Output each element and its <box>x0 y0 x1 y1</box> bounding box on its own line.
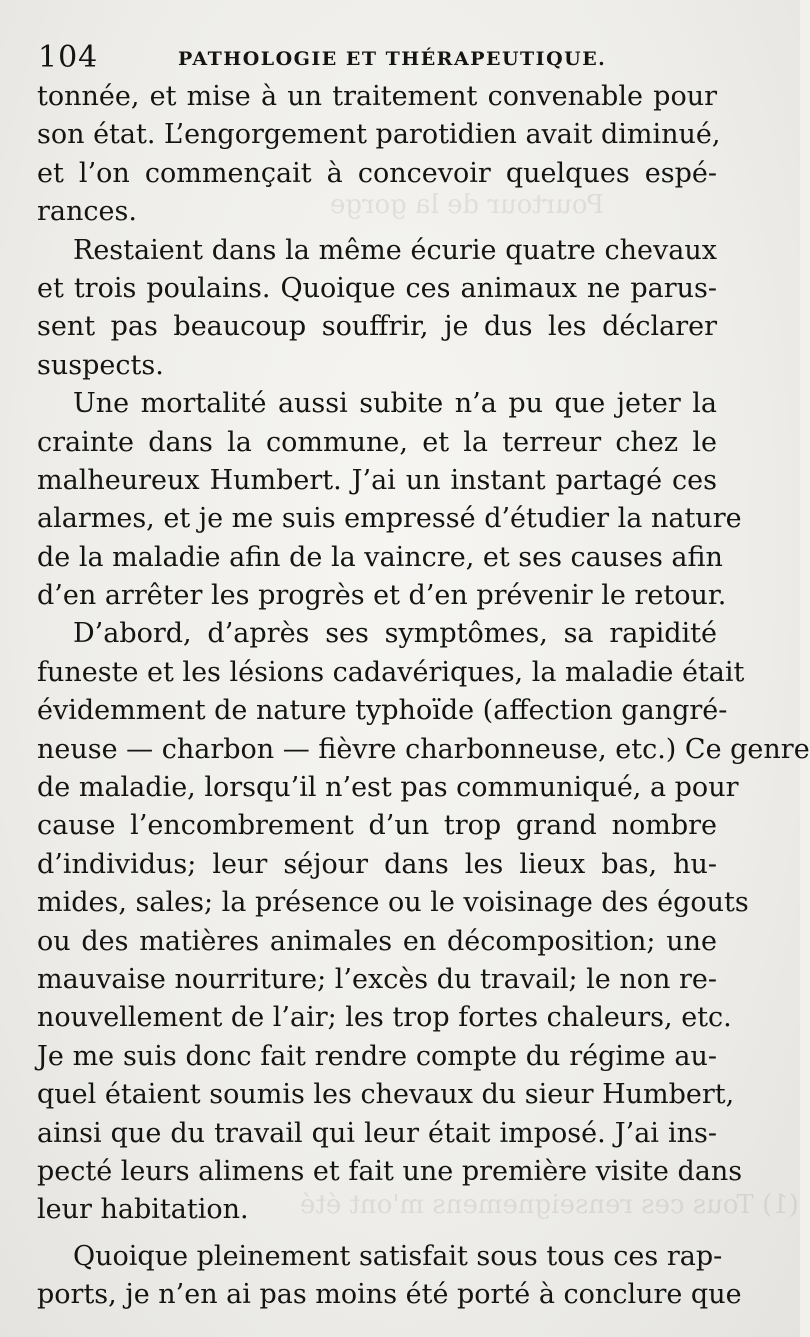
text-line: et l’on commençait à concevoir quelques espé- <box>37 157 717 189</box>
running-title: PATHOLOGIE ET THÉRAPEUTIQUE. <box>178 48 607 70</box>
text-line: de la maladie afin de la vaincre, et ses causes afin <box>37 541 723 573</box>
body-text <box>37 78 810 1315</box>
text-line: d’individus; leur séjour dans les lieux bas, hu- <box>37 848 717 880</box>
text-line: Une mortalité aussi subite n’a pu que jeter la <box>73 388 717 420</box>
text-line: crainte dans la commune, et la terreur chez le <box>37 426 717 458</box>
text-line: évidemment de nature typhoïde (affection gangré- <box>37 695 728 727</box>
text-line: et trois poulains. Quoique ces animaux ne parus- <box>37 272 717 304</box>
text-line: pecté leurs alimens et fait une première visite dans <box>37 1155 743 1187</box>
text-line: suspects. <box>37 349 164 381</box>
text-line: mauvaise nourriture; l’excès du travail; le non re- <box>37 963 717 995</box>
text-line: Quoique pleinement satisfait sous tous ces rap- <box>73 1240 723 1272</box>
text-line: rances. <box>37 196 137 228</box>
bleed-through-footnote: (1) Tous ces renseignemens m'ont été <box>300 1190 799 1220</box>
text-line: alarmes, et je me suis empressé d’étudier la nature <box>37 503 742 535</box>
text-line: d’en arrêter les progrès et d’en prévenir le retour. <box>37 580 727 612</box>
text-line: funeste et les lésions cadavériques, la maladie était <box>37 656 745 688</box>
text-line: mides, sales; la présence ou le voisinage des égouts <box>37 887 749 919</box>
text-line: Je me suis donc fait rendre compte du régime au- <box>37 1040 717 1072</box>
text-line: quel étaient soumis les chevaux du sieur Humbert, <box>37 1079 735 1111</box>
text-line: tonnée, et mise à un traitement convenable pour <box>37 81 717 112</box>
bleed-through-text: Pourtour de la gorge <box>330 190 604 220</box>
text-line: ainsi que du travail qui leur était imposé. J’ai ins- <box>37 1117 717 1149</box>
text-line: de maladie, lorsqu’il n’est pas communiqué, a pour <box>37 772 739 804</box>
text-line: neuse — charbon — fièvre charbonneuse, etc.) Ce genre <box>37 733 810 765</box>
text-line: sent pas beaucoup souffrir, je dus les déclarer <box>37 311 717 343</box>
text-line: malheureux Humbert. J’ai un instant partagé ces <box>37 464 717 496</box>
text-line: Restaient dans la même écurie quatre chevaux <box>73 234 717 266</box>
page-number: 104 <box>38 40 99 75</box>
text-line: ou des matières animales en décomposition; une <box>37 925 717 957</box>
text-line: ports, je n’en ai pas moins été porté à conclure que <box>37 1279 742 1311</box>
text-line: nouvellement de l’air; les trop fortes chaleurs, etc. <box>37 1002 732 1034</box>
text-line: leur habitation. <box>37 1194 249 1226</box>
text-line: D’abord, d’après ses symptômes, sa rapidité <box>73 618 717 650</box>
text-line: cause l’encombrement d’un trop grand nombre <box>37 810 717 842</box>
page-header <box>38 38 738 78</box>
text-line: son état. L’engorgement parotidien avait diminué, <box>37 119 721 151</box>
